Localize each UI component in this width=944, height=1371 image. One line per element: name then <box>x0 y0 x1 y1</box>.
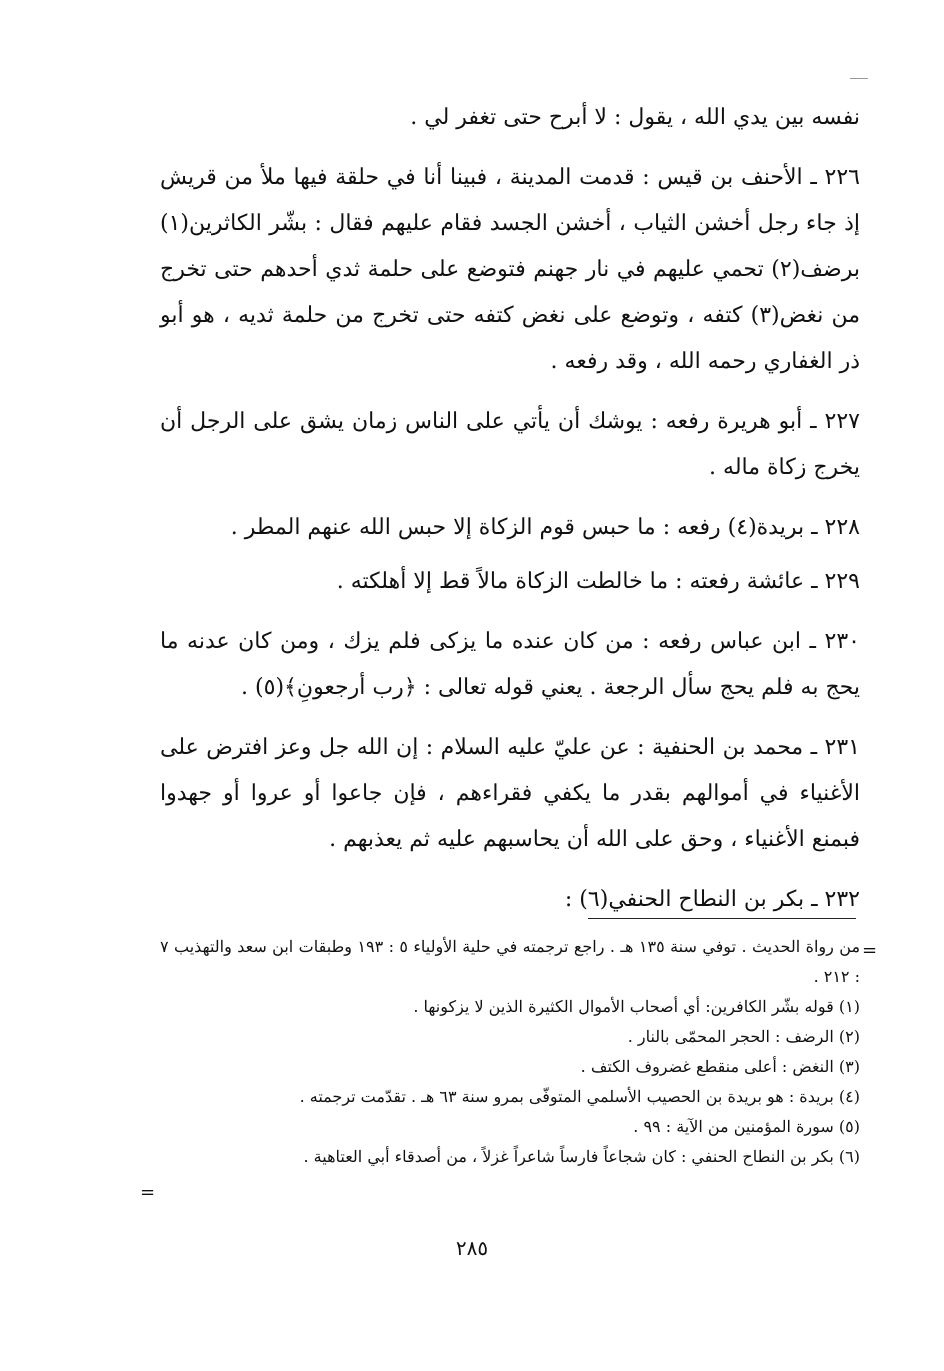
footnote-1: (١) قوله بشّر الكافرين: أي أصحاب الأموال الكثيرة الذين لا يزكونها . <box>413 997 860 1016</box>
scan-mark <box>850 78 868 79</box>
page-number: ٢٨٥ <box>455 1236 489 1260</box>
entry-232: ٢٣٢ ـ بكر بن النطاح الحنفي(٦) : <box>564 887 860 912</box>
footnote-2: (٢) الرضف : الحجر المحمّى بالنار . <box>627 1027 860 1046</box>
footnote-6: (٦) بكر بن النطاح الحنفي : كان شجاعاً فارساً شاعراً غزلاً ، من أصدقاء أبي العتاهية . <box>303 1147 860 1166</box>
footnote-continued-text: من رواة الحديث . توفي سنة ١٣٥ هـ . راجع ترجمته في حلية الأولياء ٥ : ١٩٣ وطبقات ابن سعد والتهذيب ٧ : ٢١٢ . <box>160 937 860 986</box>
footnotes <box>160 932 860 1172</box>
footnote-continues-marker: = <box>140 1182 156 1203</box>
footnote-5: (٥) سورة المؤمنين من الآية : ٩٩ . <box>633 1117 860 1136</box>
footnote-separator <box>588 918 856 919</box>
entry-231: ٢٣١ ـ محمد بن الحنفية : عن عليّ عليه السلام : إن الله جل وعز افترض على الأغنياء في أموالهم بقدر ما يكفي فقراءهم ، فإن جاعوا أو عروا أو جهدوا فبمنع الأغنياء ، وحق على الله أن يحاسبهم عليه ثم يعذبهم . <box>160 735 860 852</box>
entry-228: ٢٢٨ ـ بريدة(٤) رفعه : ما حبس قوم الزكاة إلا حبس الله عنهم المطر . <box>230 515 860 540</box>
footnote-3: (٣) النغض : أعلى منقطع غضروف الكتف . <box>580 1057 860 1076</box>
entry-230: ٢٣٠ ـ ابن عباس رفعه : من كان عنده ما يزكى فلم يزك ، ومن كان عدنه ما يحج به فلم يحج سأل الرجعة . يعني قوله تعالى : ﴿رب أرجعونِ﴾(٥) . <box>160 629 860 700</box>
footnote-4: (٤) بريدة : هو بريدة بن الحصيب الأسلمي المتوفّى بمرو سنة ٦٣ هـ . تقدّمت ترجمته . <box>299 1087 860 1106</box>
footnote-continued-marker: = <box>862 940 878 961</box>
paragraph-continuation: نفسه بين يدي الله ، يقول : لا أبرح حتى تغفر لي . <box>410 105 860 130</box>
main-text <box>160 95 860 931</box>
entry-229: ٢٢٩ ـ عائشة رفعته : ما خالطت الزكاة مالاً قط إلا أهلكته . <box>336 569 860 594</box>
entry-226: ٢٢٦ ـ الأحنف بن قيس : قدمت المدينة ، فبينا أنا في حلقة فيها ملأ من قريش إذ جاء رجل أخشن الثياب ، أخشن الجسد فقام عليهم فقال : بشّر الكاثرين(١) برضف(٢) تحمي عليهم في نار جهنم فتوضع على حلمة ثدي أحدهم حتى تخرج من نغض(٣) كتفه ، وتوضع على نغض كتفه حتى تخرج من حلمة ثديه ، هو أبو ذر الغفاري رحمه الله ، وقد رفعه . <box>160 165 860 374</box>
entry-227: ٢٢٧ ـ أبو هريرة رفعه : يوشك أن يأتي على الناس زمان يشق على الرجل أن يخرج زكاة ماله . <box>160 409 860 480</box>
